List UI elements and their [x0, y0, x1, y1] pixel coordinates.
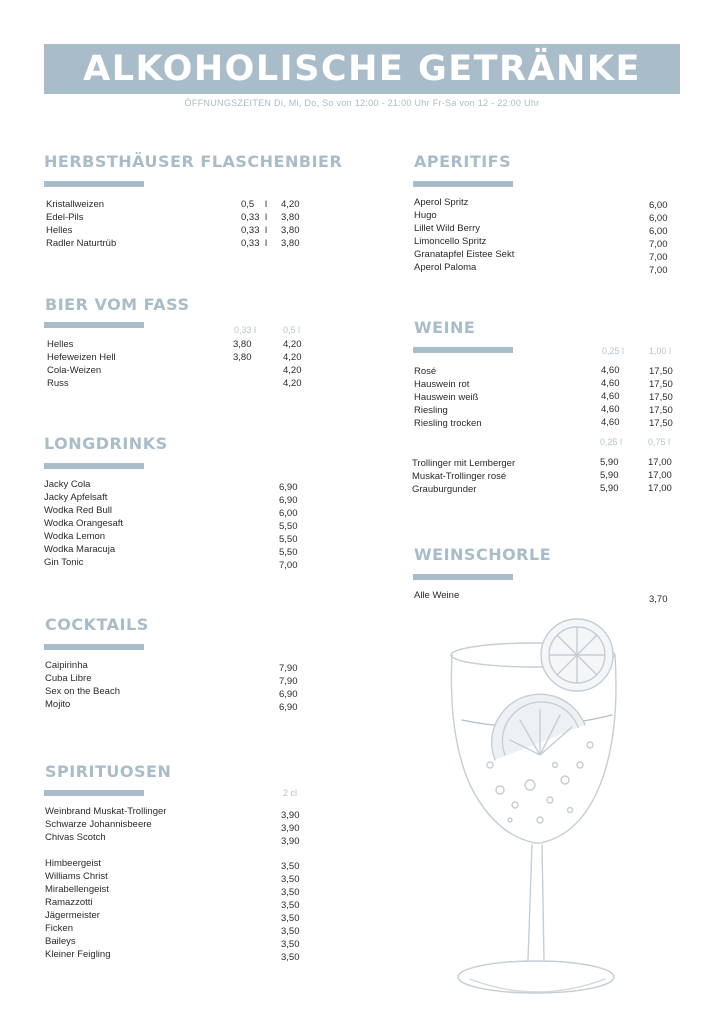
fass-list	[47, 338, 327, 390]
list-item: Riesling 4,60 17,50	[414, 404, 673, 416]
list-item: Sex on the Beach 6,90	[45, 686, 298, 700]
list-item: Kristallweizen 0,5 l 4,20	[46, 199, 300, 210]
list-item: Granatapfel Eistee Sekt 7,00	[414, 249, 668, 263]
column-header: 2 cl	[283, 788, 298, 798]
list-item: Hefeweizen Hell 3,80 4,20	[47, 352, 302, 363]
list-item: Mojito 6,90	[45, 699, 298, 713]
list-item: Aperol Paloma 7,00	[414, 262, 668, 276]
list-item: Hugo 6,00	[414, 210, 668, 224]
aperitifs-list	[414, 196, 684, 274]
column-header: 0,5 l	[283, 325, 301, 335]
list-item: Weinbrand Muskat-Trollinger 3,90	[45, 806, 300, 821]
section-divider	[413, 181, 513, 187]
list-item: Muskat-Trollinger rosé 5,90 17,00	[412, 470, 672, 482]
list-item: Wodka Maracuja 5,50	[44, 544, 298, 558]
list-item: Grauburgunder 5,90 17,00	[412, 483, 672, 495]
list-item: Helles 3,80 4,20	[47, 339, 302, 350]
list-item: Baileys 3,50	[45, 936, 300, 950]
longdrinks-list	[44, 478, 324, 569]
list-item: Rosé 4,60 17,50	[414, 365, 673, 377]
section-title-cocktails: COCKTAILS	[45, 615, 149, 634]
section-title-weine: WEINE	[414, 318, 476, 337]
opening-hours: ÖFFNUNGSZEITEN Di, Mi, Do, So von 12:00 - 21:00 Uhr Fr-Sa von 12 - 22:00 Uhr	[184, 98, 540, 108]
list-item: Gin Tonic 7,00	[44, 557, 298, 571]
list-item: Limoncello Spritz 7,00	[414, 236, 668, 250]
column-header: 0,33 l	[234, 325, 257, 335]
list-item: Jägermeister 3,50	[45, 910, 300, 924]
column-header: 0,25 l	[602, 346, 625, 356]
section-divider	[44, 790, 144, 796]
list-item: Caipirinha 7,90	[45, 660, 298, 674]
list-item: Ficken 3,50	[45, 923, 300, 937]
list-item: Trollinger mit Lemberger 5,90 17,00	[412, 457, 672, 469]
flaschenbier-list	[46, 198, 326, 250]
list-item: Hauswein rot 4,60 17,50	[414, 378, 673, 390]
list-item: Wodka Red Bull 6,00	[44, 505, 298, 519]
list-item: Aperol Spritz 6,00	[414, 197, 668, 211]
list-item: Radler Naturtrüb 0,33 l 3,80	[46, 238, 300, 249]
list-item: Riesling trocken 4,60 17,50	[414, 417, 673, 429]
section-title-spirituosen: SPIRITUOSEN	[45, 762, 172, 781]
section-divider	[413, 574, 513, 580]
weinschorle-price: 3,70	[649, 594, 668, 605]
spirituosen-list-2	[45, 857, 325, 961]
spirituosen-list-1	[45, 805, 325, 847]
section-divider	[413, 347, 513, 353]
weinschorle-item: Alle Weine	[414, 590, 460, 601]
list-item: Himbeergeist 3,50	[45, 858, 300, 872]
list-item: Williams Christ 3,50	[45, 871, 300, 885]
list-item: Wodka Lemon 5,50	[44, 531, 298, 545]
list-item: Hauswein weiß 4,60 17,50	[414, 391, 673, 403]
list-item: Lillet Wild Berry 6,00	[414, 223, 668, 237]
list-item: Wodka Orangesaft 5,50	[44, 518, 298, 532]
list-item: Chivas Scotch 3,90	[45, 832, 300, 847]
list-item: Cuba Libre 7,90	[45, 673, 298, 687]
list-item: Ramazzotti 3,50	[45, 897, 300, 911]
section-divider	[44, 463, 144, 469]
section-divider	[44, 181, 144, 187]
list-item: Schwarze Johannisbeere 3,90	[45, 819, 300, 834]
list-item: Jacky Apfelsaft 6,90	[44, 492, 298, 506]
column-header: 0,25 l	[600, 437, 623, 447]
weine-list	[414, 364, 684, 429]
section-divider	[44, 644, 144, 650]
section-title-aperitifs: APERITIFS	[414, 152, 512, 171]
list-item: Cola-Weizen 4,20	[47, 365, 302, 376]
list-item: Mirabellengeist 3,50	[45, 884, 300, 898]
section-divider	[44, 322, 144, 328]
list-item: Edel-Pils 0,33 l 3,80	[46, 212, 300, 223]
section-title-fass: BIER VOM FASS	[45, 295, 190, 314]
weine-list-2	[412, 456, 682, 495]
list-item: Helles 0,33 l 3,80	[46, 225, 300, 236]
column-header: 1,00 l	[649, 346, 672, 356]
page-title: ALKOHOLISCHE GETRÄNKE	[83, 49, 641, 89]
section-title-flaschenbier: HERBSTHÄUSER FLASCHENBIER	[44, 152, 343, 171]
spritz-glass-icon	[440, 615, 680, 1015]
cocktails-list	[45, 659, 325, 711]
section-title-longdrinks: LONGDRINKS	[44, 434, 168, 453]
list-item: Russ 4,20	[47, 378, 302, 389]
section-title-weinschorle: WEINSCHORLE	[414, 545, 552, 564]
list-item: Kleiner Feigling 3,50	[45, 949, 300, 963]
title-banner	[44, 44, 680, 94]
column-header: 0,75 l	[648, 437, 671, 447]
list-item: Jacky Cola 6,90	[44, 479, 298, 493]
